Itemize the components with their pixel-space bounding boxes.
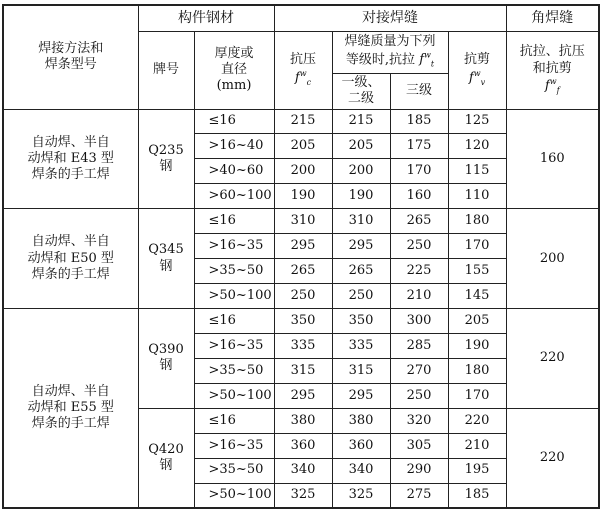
header-compression-label: 抗压 (289, 52, 316, 68)
tension-grade12-cell: 360 (332, 433, 390, 458)
tension-grade12-cell: 340 (332, 458, 390, 483)
header-thickness-line: 直径 (220, 61, 247, 77)
steel-grade-line: Q420 (148, 441, 184, 457)
table-row (3, 309, 599, 334)
tension-grade12-cell: 215 (332, 109, 390, 134)
tension-grade12-cell: 190 (332, 184, 390, 209)
header-method-line: 焊条型号 (44, 57, 97, 73)
header-grade12-line: 二级 (347, 91, 374, 106)
tension-grade12-cell: 325 (332, 483, 390, 508)
compression-cell: 205 (274, 134, 332, 159)
weld-method-line: 自动焊、半自 (31, 234, 110, 250)
shear-cell: 210 (448, 433, 506, 458)
compression-cell: 200 (274, 159, 332, 184)
weld-method-cell (3, 209, 138, 309)
steel-grade-line: 钢 (159, 358, 173, 374)
symbol-fc: $f^w_c$ (294, 68, 312, 87)
symbol-ft: $f^w_t$ (419, 50, 435, 69)
header-grade12-line: 一级、 (341, 74, 381, 90)
header-grade: 牌号 (138, 31, 194, 109)
tension-grade3-cell: 210 (390, 284, 448, 309)
thickness-cell: >50~100 (194, 483, 274, 508)
compression-cell: 315 (274, 358, 332, 383)
compression-cell: 325 (274, 483, 332, 508)
table-header (3, 5, 599, 109)
thickness-cell: >16~40 (194, 134, 274, 159)
thickness-cell: ≤16 (194, 408, 274, 433)
fillet-weld-cell: 200 (506, 209, 599, 309)
weld-strength-table (2, 4, 600, 509)
header-shear-label: 抗剪 (463, 52, 490, 68)
shear-cell: 185 (448, 483, 506, 508)
header-compression (274, 31, 332, 109)
compression-cell: 190 (274, 184, 332, 209)
header-thickness (194, 31, 274, 109)
steel-grade-cell (138, 209, 194, 309)
shear-cell: 120 (448, 134, 506, 159)
header-grade-3: 三级 (390, 73, 448, 109)
tension-grade12-cell: 250 (332, 284, 390, 309)
thickness-cell: ≤16 (194, 309, 274, 334)
tension-grade12-cell: 380 (332, 408, 390, 433)
thickness-cell: >16~35 (194, 234, 274, 259)
table-row (3, 109, 599, 134)
tension-grade3-cell: 290 (390, 458, 448, 483)
tension-grade12-cell: 335 (332, 333, 390, 358)
tension-grade3-cell: 305 (390, 433, 448, 458)
tension-grade3-cell: 320 (390, 408, 448, 433)
header-grade-1-2 (332, 73, 390, 109)
fillet-weld-cell: 220 (506, 408, 599, 508)
tension-grade3-cell: 250 (390, 234, 448, 259)
tension-grade3-cell: 275 (390, 483, 448, 508)
header-tension-line: 等级时,抗拉 $f^w_t$ (345, 50, 435, 69)
weld-method-cell (3, 309, 138, 509)
thickness-cell: ≤16 (194, 209, 274, 234)
thickness-cell: >35~50 (194, 259, 274, 284)
tension-grade3-cell: 265 (390, 209, 448, 234)
shear-cell: 145 (448, 284, 506, 309)
tension-grade12-cell: 350 (332, 309, 390, 334)
compression-cell: 360 (274, 433, 332, 458)
thickness-cell: >16~35 (194, 333, 274, 358)
tension-grade12-cell: 295 (332, 383, 390, 408)
thickness-cell: >40~60 (194, 159, 274, 184)
header-shear (448, 31, 506, 109)
fillet-weld-cell: 160 (506, 109, 599, 209)
tension-grade12-cell: 310 (332, 209, 390, 234)
steel-grade-line: 钢 (159, 457, 173, 473)
shear-cell: 195 (448, 458, 506, 483)
header-thickness-line: (mm) (216, 78, 252, 94)
table-body (3, 109, 599, 508)
tension-grade12-cell: 265 (332, 259, 390, 284)
thickness-cell: >35~50 (194, 358, 274, 383)
steel-grade-line: 钢 (159, 258, 173, 274)
header-tension-line: 焊缝质量为下列 (344, 34, 436, 50)
tension-grade3-cell: 285 (390, 333, 448, 358)
header-fillet-line: 抗拉、抗压 (519, 44, 585, 60)
steel-grade-cell (138, 408, 194, 508)
steel-grade-line: Q390 (148, 342, 184, 358)
header-member-steel: 构件钢材 (138, 5, 274, 31)
compression-cell: 250 (274, 284, 332, 309)
weld-method-line: 动焊和 E55 型 (27, 399, 114, 415)
fillet-weld-cell: 220 (506, 309, 599, 409)
tension-grade12-cell: 315 (332, 358, 390, 383)
compression-cell: 380 (274, 408, 332, 433)
compression-cell: 335 (274, 333, 332, 358)
header-tension (332, 31, 448, 73)
compression-cell: 295 (274, 234, 332, 259)
shear-cell: 220 (448, 408, 506, 433)
tension-grade3-cell: 170 (390, 159, 448, 184)
tension-grade12-cell: 205 (332, 134, 390, 159)
thickness-cell: >16~35 (194, 433, 274, 458)
steel-grade-line: Q345 (148, 242, 184, 258)
shear-cell: 190 (448, 333, 506, 358)
header-butt-weld: 对接焊缝 (274, 5, 506, 31)
thickness-cell: >50~100 (194, 284, 274, 309)
compression-cell: 265 (274, 259, 332, 284)
shear-cell: 180 (448, 209, 506, 234)
weld-method-line: 自动焊、半自 (31, 383, 110, 399)
header-method (3, 5, 138, 109)
weld-method-line: 焊条的手工焊 (31, 416, 110, 432)
tension-grade3-cell: 270 (390, 358, 448, 383)
header-fillet-desc (506, 31, 599, 109)
shear-cell: 205 (448, 309, 506, 334)
tension-grade12-cell: 295 (332, 234, 390, 259)
thickness-cell: >50~100 (194, 383, 274, 408)
tension-grade3-cell: 175 (390, 134, 448, 159)
table-row (3, 209, 599, 234)
weld-method-line: 焊条的手工焊 (31, 266, 110, 282)
header-method-line: 焊接方法和 (38, 41, 104, 56)
steel-grade-line: 钢 (159, 158, 173, 174)
tension-grade3-cell: 300 (390, 309, 448, 334)
shear-cell: 170 (448, 234, 506, 259)
thickness-cell: ≤16 (194, 109, 274, 134)
tension-grade3-cell: 250 (390, 383, 448, 408)
steel-grade-line: Q235 (148, 142, 184, 158)
steel-grade-cell (138, 309, 194, 409)
weld-method-line: 自动焊、半自 (31, 134, 110, 150)
thickness-cell: >60~100 (194, 184, 274, 209)
compression-cell: 350 (274, 309, 332, 334)
header-fillet-weld: 角焊缝 (506, 5, 599, 31)
compression-cell: 310 (274, 209, 332, 234)
weld-method-line: 焊条的手工焊 (31, 167, 110, 182)
symbol-ff: $f^w_f$ (544, 76, 560, 95)
tension-grade12-cell: 200 (332, 159, 390, 184)
shear-cell: 115 (448, 159, 506, 184)
header-thickness-line: 厚度或 (214, 45, 254, 61)
compression-cell: 340 (274, 458, 332, 483)
thickness-cell: >35~50 (194, 458, 274, 483)
compression-cell: 215 (274, 109, 332, 134)
compression-cell: 295 (274, 383, 332, 408)
tension-grade3-cell: 225 (390, 259, 448, 284)
shear-cell: 110 (448, 184, 506, 209)
shear-cell: 125 (448, 109, 506, 134)
tension-grade3-cell: 160 (390, 184, 448, 209)
weld-method-line: 动焊和 E43 型 (27, 150, 114, 166)
weld-method-cell (3, 109, 138, 209)
shear-cell: 170 (448, 383, 506, 408)
symbol-fv: $f^w_v$ (468, 68, 486, 87)
tension-grade3-cell: 185 (390, 109, 448, 134)
steel-grade-cell (138, 109, 194, 209)
weld-method-line: 动焊和 E50 型 (27, 250, 114, 266)
shear-cell: 155 (448, 259, 506, 284)
header-fillet-line: 和抗剪 (532, 60, 572, 76)
shear-cell: 180 (448, 358, 506, 383)
